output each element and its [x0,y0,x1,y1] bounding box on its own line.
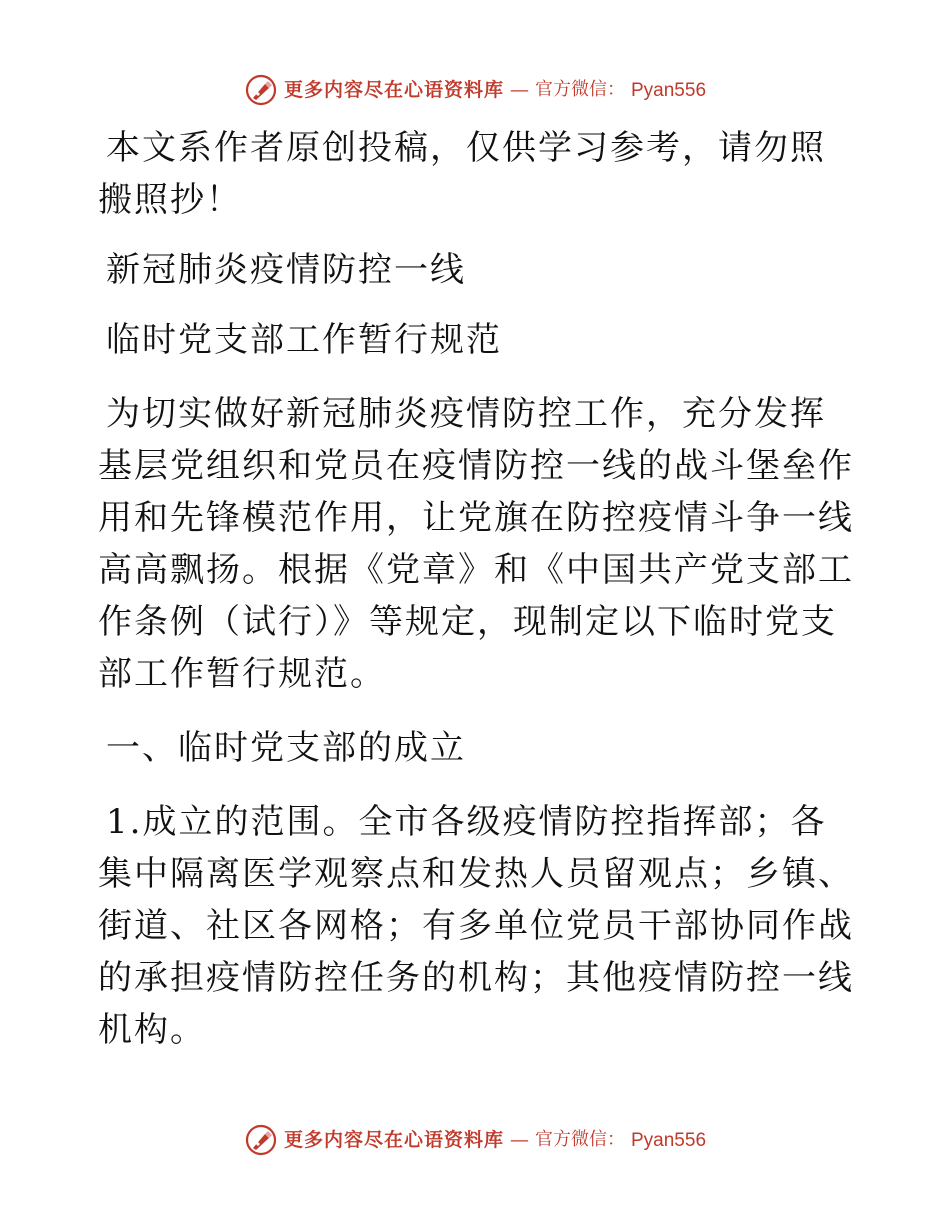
watermark-wechat-label: 官方微信： [535,79,625,100]
watermark-wechat-id: Pyan556 [631,1129,707,1151]
section-1-item-1: 1.成立的范围。全市各级疫情防控指挥部；各集中隔离医学观察点和发热人员留观点；乡镇、街道、社区各网格；有多单位党员干部协同作战的承担疫情防控任务的机构；其他疫情防控一线机构。 [98,802,854,1050]
watermark-separator: — [510,78,529,101]
section-1-heading: 一、临时党支部的成立 [106,728,466,768]
watermark-separator: — [510,1128,529,1151]
watermark-wechat-label: 官方微信： [535,1129,625,1150]
pen-nib-logo-icon [244,1123,278,1157]
copyright-notice: 本文系作者原创投稿，仅供学习参考，请勿照搬照抄！ [98,128,826,220]
document-title-line-2: 临时党支部工作暂行规范 [106,320,502,360]
watermark-main-text: 更多内容尽在心语资料库 [283,78,504,101]
document-body [98,122,858,1056]
watermark-wechat-id: Pyan556 [631,79,707,101]
pen-nib-logo-icon [244,73,278,107]
watermark-main-text: 更多内容尽在心语资料库 [283,1128,504,1151]
header-watermark [0,70,950,110]
document-title-line-1: 新冠肺炎疫情防控一线 [106,250,466,290]
footer-watermark [0,1120,950,1160]
intro-paragraph: 为切实做好新冠肺炎疫情防控工作，充分发挥基层党组织和党员在疫情防控一线的战斗堡垒作用和先锋模范作用，让党旗在防控疫情斗争一线高高飘扬。根据《党章》和《中国共产党支部工作条例（试行）》等规定，现制定以下临时党支部工作暂行规范。 [98,394,854,694]
